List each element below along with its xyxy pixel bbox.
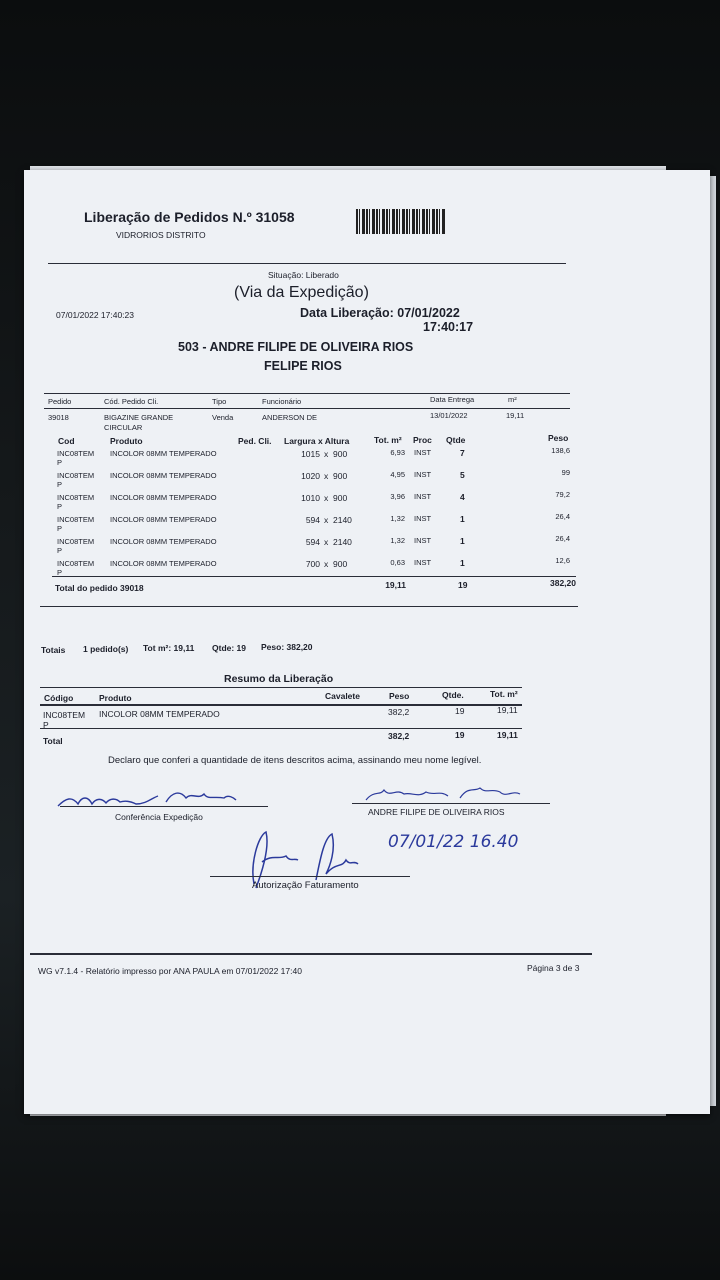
resumo-col-peso: Peso (389, 691, 410, 701)
item-altura: 900 (333, 471, 348, 481)
via-label: (Via da Expedição) (234, 284, 369, 301)
client-name: 503 - ANDRE FILIPE DE OLIVEIRA RIOS (178, 340, 414, 354)
item-altura: 900 (333, 493, 348, 503)
item-cod-suffix: P (57, 568, 63, 577)
order-funcionario: ANDERSON DE (262, 413, 318, 422)
item-largura: 594 (305, 537, 320, 547)
item-x: x (324, 559, 329, 569)
resumo-qtde: 19 (455, 706, 465, 716)
resumo-total-peso: 382,2 (388, 731, 410, 741)
item-qtde: 4 (460, 492, 465, 502)
items-col-peso: Peso (548, 433, 569, 443)
item-produto: INCOLOR 08MM TEMPERADO (110, 471, 217, 480)
items-col-largura-altura: Largura x Altura (284, 436, 350, 446)
item-produto: INCOLOR 08MM TEMPERADO (110, 537, 217, 546)
resumo-tot-m2: 19,11 (497, 705, 518, 715)
item-peso: 26,4 (555, 534, 570, 543)
order-pedido: 39018 (48, 413, 69, 422)
resumo-codigo: INC08TEM (43, 710, 86, 720)
totals-qtde: Qtde: 19 (212, 643, 247, 653)
item-proc: INST (414, 492, 432, 501)
item-x: x (324, 493, 329, 503)
item-cod: INC08TEM (57, 493, 95, 502)
resumo-header-line (40, 704, 522, 706)
signature-line-autorizacao (210, 876, 410, 877)
header-divider (48, 263, 566, 264)
resumo-produto: INCOLOR 08MM TEMPERADO (99, 709, 220, 719)
item-cod: INC08TEM (57, 449, 95, 458)
order-cod-cli-1: BIGAZINE GRANDE (104, 413, 174, 422)
resumo-codigo-suffix: P (43, 720, 49, 730)
item-cod: INC08TEM (57, 471, 95, 480)
item-largura: 1020 (301, 471, 320, 481)
item-peso: 99 (561, 468, 570, 477)
order-total-qtde: 19 (458, 580, 468, 590)
col-m2: m² (508, 395, 517, 404)
signature-line-client (352, 803, 550, 804)
data-liberacao-time: 17:40:17 (423, 320, 474, 334)
item-largura: 594 (305, 515, 320, 525)
autorizacao-label: Autorização Faturamento (252, 880, 359, 891)
item-tot-m2: 0,63 (390, 558, 405, 567)
item-tot-m2: 1,32 (390, 514, 405, 523)
item-largura: 700 (305, 559, 320, 569)
item-produto: INCOLOR 08MM TEMPERADO (110, 559, 217, 568)
item-tot-m2: 1,32 (390, 536, 405, 545)
item-peso: 12,6 (555, 556, 570, 565)
item-cod: INC08TEM (57, 537, 95, 546)
client-nickname: FELIPE RIOS (264, 359, 342, 373)
resumo-top-line (40, 687, 522, 688)
item-proc: INST (414, 536, 432, 545)
totals-pedidos: 1 pedido(s) (83, 644, 129, 654)
resumo-col-cavalete: Cavalete (325, 691, 360, 701)
item-peso: 138,6 (551, 446, 570, 455)
item-cod: INC08TEM (57, 515, 95, 524)
item-cod-suffix: P (57, 546, 63, 555)
item-qtde: 7 (460, 448, 465, 458)
resumo-total-tot-m2: 19,11 (497, 730, 518, 740)
item-tot-m2: 3,96 (390, 492, 405, 501)
col-pedido: Pedido (48, 397, 72, 406)
items-col-qtde: Qtde (446, 435, 466, 445)
footer-print-info: WG v7.1.4 - Relatório impresso por ANA PAULA em 07/01/2022 17:40 (38, 966, 302, 976)
item-x: x (324, 515, 329, 525)
resumo-col-produto: Produto (99, 693, 132, 703)
item-altura: 900 (333, 559, 348, 569)
footer-page-number: Página 3 de 3 (527, 963, 580, 973)
item-qtde: 1 (460, 536, 465, 546)
item-altura: 2140 (333, 515, 352, 525)
totals-m2: Tot m²: 19,11 (143, 643, 195, 653)
item-x: x (324, 471, 329, 481)
order-total-label: Total do pedido 39018 (55, 583, 144, 593)
item-x: x (324, 537, 329, 547)
item-cod: INC08TEM (57, 559, 95, 568)
item-cod-suffix: P (57, 458, 63, 467)
resumo-total-label: Total (43, 736, 63, 746)
item-altura: 900 (333, 449, 348, 459)
company-name: VIDRORIOS DISTRITO (116, 230, 206, 240)
item-cod-suffix: P (57, 524, 63, 533)
item-x: x (324, 449, 329, 459)
order-total-line (52, 576, 576, 577)
signature-line-conferencia (60, 806, 268, 807)
conferencia-label: Conferência Expedição (115, 812, 203, 822)
items-col-produto: Produto (110, 436, 143, 446)
resumo-total-line (40, 728, 522, 729)
resumo-peso: 382,2 (388, 707, 410, 717)
items-col-ped-cli: Ped. Cli. (238, 436, 272, 446)
order-m2: 19,11 (506, 411, 525, 420)
order-table-top-line (44, 393, 570, 394)
item-tot-m2: 6,93 (390, 448, 405, 457)
col-data-entrega: Data Entrega (430, 395, 475, 404)
item-altura: 2140 (333, 537, 352, 547)
item-produto: INCOLOR 08MM TEMPERADO (110, 449, 217, 458)
item-produto: INCOLOR 08MM TEMPERADO (110, 493, 217, 502)
col-tipo: Tipo (212, 397, 227, 406)
client-signature-label: ANDRE FILIPE DE OLIVEIRA RIOS (368, 807, 505, 817)
item-cod-suffix: P (57, 480, 63, 489)
resumo-col-qtde: Qtde. (442, 690, 464, 700)
item-qtde: 1 (460, 558, 465, 568)
handwritten-date: 07/01/22 16.40 (388, 832, 519, 852)
items-col-cod: Cod (58, 436, 75, 446)
item-proc: INST (414, 448, 432, 457)
order-data-entrega: 13/01/2022 (430, 411, 468, 420)
item-largura: 1015 (301, 449, 320, 459)
order-section-end-line (40, 606, 578, 607)
situacao-label: Situação: Liberado (268, 270, 339, 280)
item-tot-m2: 4,95 (390, 470, 405, 479)
col-cod-pedido-cli: Cód. Pedido Cli. (104, 397, 159, 406)
barcode (356, 209, 446, 234)
resumo-col-codigo: Código (44, 693, 74, 703)
item-proc: INST (414, 470, 432, 479)
totals-label: Totais (41, 645, 66, 655)
resumo-total-qtde: 19 (455, 730, 465, 740)
item-peso: 79,2 (555, 490, 570, 499)
item-proc: INST (414, 558, 432, 567)
col-funcionario: Funcionário (262, 397, 302, 406)
item-qtde: 1 (460, 514, 465, 524)
item-proc: INST (414, 514, 432, 523)
print-datetime: 07/01/2022 17:40:23 (56, 310, 134, 320)
resumo-col-tot-m2: Tot. m² (490, 689, 518, 699)
order-total-m2: 19,11 (385, 580, 406, 590)
item-largura: 1010 (301, 493, 320, 503)
item-peso: 26,4 (555, 512, 570, 521)
item-produto: INCOLOR 08MM TEMPERADO (110, 515, 217, 524)
data-liberacao: Data Liberação: 07/01/2022 (300, 306, 460, 320)
resumo-title: Resumo da Liberação (224, 673, 334, 685)
declaration-text: Declaro que conferi a quantidade de itens descritos acima, assinando meu nome legível. (108, 755, 482, 766)
totals-peso: Peso: 382,20 (261, 642, 313, 652)
order-total-peso: 382,20 (550, 578, 576, 588)
order-table-header-line (44, 408, 570, 409)
order-cod-cli-2: CIRCULAR (104, 423, 143, 432)
item-qtde: 5 (460, 470, 465, 480)
items-col-tot-m2: Tot. m² (374, 435, 402, 445)
order-tipo: Venda (212, 413, 234, 422)
document-title: Liberação de Pedidos N.º 31058 (84, 209, 295, 225)
item-cod-suffix: P (57, 502, 63, 511)
footer-divider (30, 953, 592, 955)
items-col-proc: Proc (413, 435, 432, 445)
